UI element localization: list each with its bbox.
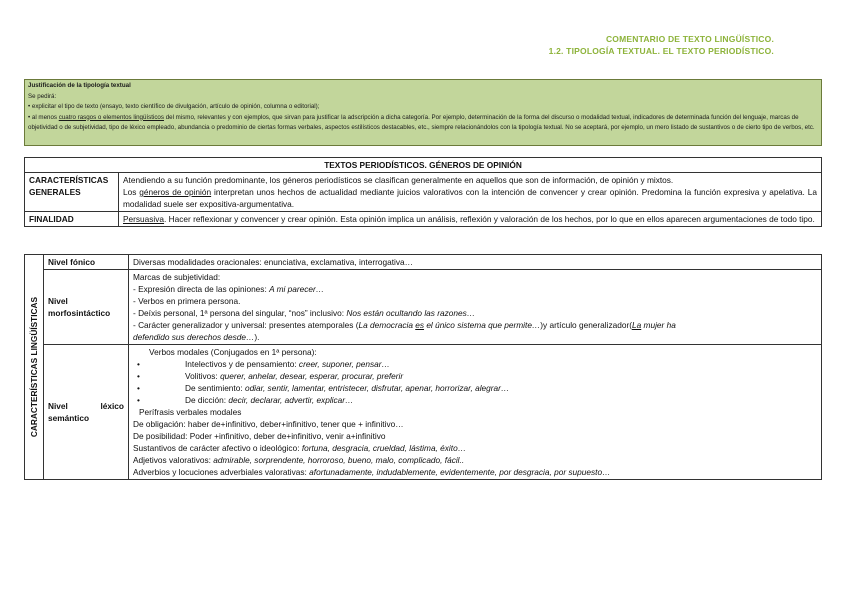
justification-asked: Se pedirá:	[28, 92, 57, 100]
bullet-icon: •	[137, 371, 140, 381]
list-item: • Volitivos: querer, anhelar, desear, esperar, procurar, preferir	[133, 370, 817, 382]
genres-table-title: TEXTOS PERIODÍSTICOS. GÉNEROS DE OPINIÓN	[25, 158, 822, 173]
list-item: • De sentimiento: odiar, sentir, lamentar, entristecer, disfrutar, apenar, horrorizar, alegrar…	[133, 382, 817, 394]
morphosyntactic-level-text: Marcas de subjetividad: - Expresión directa de las opiniones: A mi parecer… - Verbos en primera persona. - Deíxis personal, 1ª persona del singular, “nos” inclusivo: Nos están ocultando las razones… - Carácter generalizador y universal: presentes atemporales (La democracia es el único sistema que permite…)y artículo generalizador(La mujer ha defendido sus derechos desde…).	[129, 270, 822, 345]
doc-header-title: COMENTARIO DE TEXTO LINGÜÍSTICO.	[605, 34, 774, 44]
phonic-level-label: Nivel fónico	[44, 255, 129, 270]
justification-item-2: • al menos cuatro rasgos o elementos lingüísticos del mismo, relevantes y con ejemplos, que sirvan para justificar la adscripción a dicha categoría. Por ejemplo, determinación de la forma del discurso o modalidad textual, indicadores de determinada función del lenguaje, marcas de objetividad o de subjetividad, tipo de léxico empleado, abundancia o predominio de ciertas formas verbales, aspectos estilísticos destacables, etc., siempre relacionándolos con la tipología textual. No se aceptará, por ejemplo, un mero listado de sustantivos o de cierto tipo de verbos, etc.	[28, 113, 815, 131]
bullet-icon: •	[137, 359, 140, 369]
lexical-semantic-level-text: Verbos modales (Conjugados en 1ª persona): • Intelectivos y de pensamiento: creer, suponer, pensar… • Volitivos: querer, anhelar, desear, esperar, procurar, preferir • De sentimiento: odiar, sentir, lamentar, entristecer, disfrutar, apenar, horrorizar, alegrar… • De dicción: decir, declarar, advertir, explicar… Perífrasis verbales modales De obligación: haber de+infinitivo, deber+infinitivo, tener que + infinitivo… De posibilidad: Poder +infinitivo, deber de+infinitivo, venir a+infinitivo Sustantivos de carácter afectivo o ideológico: fortuna, desgracia, crueldad, lástima, éxito… Adjetivos valorativos: admirable, sorprendente, horroroso, bueno, malo, complicado, fácil.. Adverbios y locuciones adverbiales valorativas: afortunadamente, indudablemente, evidentemente, por desgracia, por supuesto…	[129, 345, 822, 480]
bullet-icon: •	[137, 383, 140, 393]
genres-table	[24, 157, 822, 227]
linguistic-features-table	[24, 254, 822, 480]
lexical-semantic-level-label: Nivel léxico semántico	[44, 345, 129, 480]
purpose-text: Persuasiva. Hacer reflexionar y convencer y crear opinión. Esta opinión implica un análisis, reflexión y valoración de los hechos, por lo que en ellos aparecen argumentaciones de todo tipo.	[119, 212, 822, 227]
morphosyntactic-level-label: Nivel morfosintáctico	[44, 270, 129, 345]
justification-item-1: • explicitar el tipo de texto (ensayo, texto científico de divulgación, artículo de opinión, columna o editorial);	[28, 103, 320, 110]
purpose-label: FINALIDAD	[25, 212, 119, 227]
list-item: • Intelectivos y de pensamiento: creer, suponer, pensar…	[133, 358, 817, 370]
general-features-label: CARACTERÍSTICAS GENERALES	[25, 173, 119, 212]
justification-box	[24, 79, 822, 146]
justification-title: Justificación de la tipología textual	[28, 82, 131, 89]
phonic-level-text: Diversas modalidades oracionales: enunciativa, exclamativa, interrogativa…	[129, 255, 822, 270]
general-features-text: Atendiendo a su función predominante, los géneros periodísticos se clasifican generalmente en aquellos que son de información, de opinión y mixtos. Los géneros de opinión interpretan unos hechos de actualidad mediante juicios valorativos con la intención de convencer y crear opinión. Predomina la función expresiva y apelativa. La modalidad suele ser expositiva-argumentativa.	[119, 173, 822, 212]
doc-header-subtitle: 1.2. TIPOLOGÍA TEXTUAL. EL TEXTO PERIODÍSTICO.	[548, 46, 774, 56]
bullet-icon: •	[137, 395, 140, 405]
list-item: • De dicción: decir, declarar, advertir, explicar…	[133, 394, 817, 406]
linguistic-features-vertical-label: CARACTERÍSTICAS LINGÜÍSTICAS	[25, 255, 44, 480]
